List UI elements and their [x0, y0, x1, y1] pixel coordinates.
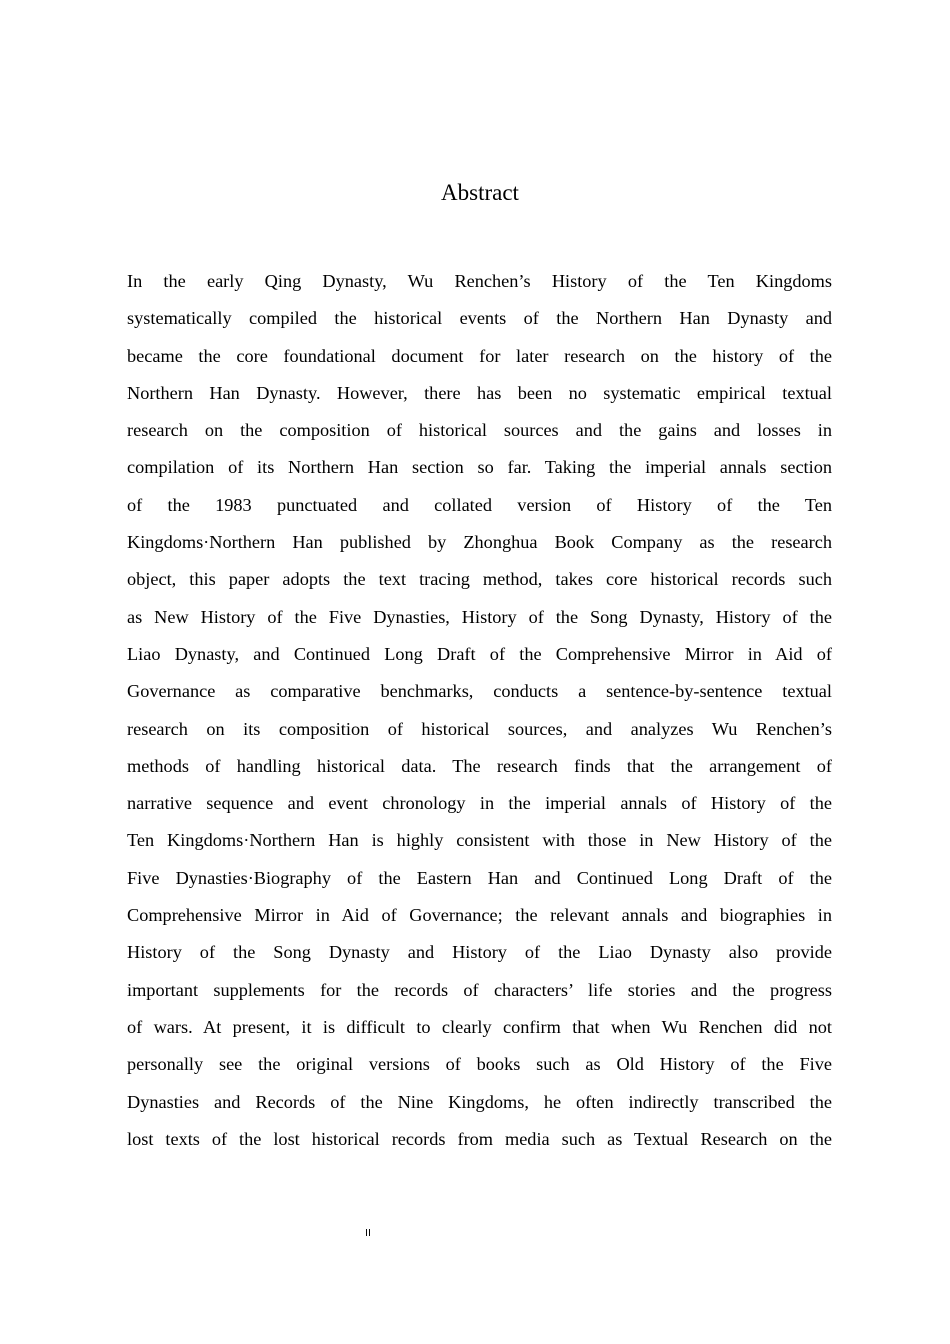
- body-line: personally see the original versions of books such as Old History of the Five: [127, 1054, 832, 1075]
- body-line: object, this paper adopts the text tracing method, takes core historical records such: [127, 569, 832, 590]
- abstract-title: Abstract: [441, 180, 519, 205]
- body-line: compilation of its Northern Han section so far. Taking the imperial annals section: [127, 457, 832, 478]
- body-line: Kingdoms·Northern Han published by Zhonghua Book Company as the research: [127, 532, 832, 553]
- abstract-body: [127, 263, 832, 1158]
- body-line: research on its composition of historical sources, and analyzes Wu Renchen’s: [127, 718, 832, 739]
- body-line: Dynasties and Records of the Nine Kingdoms, he often indirectly transcribed the: [127, 1091, 832, 1112]
- body-line: became the core foundational document for later research on the history of the: [127, 345, 832, 366]
- body-line: Governance as comparative benchmarks, conducts a sentence-by-sentence textual: [127, 681, 832, 702]
- body-line: Ten Kingdoms·Northern Han is highly consistent with those in New History of the: [127, 830, 832, 851]
- body-line: Five Dynasties·Biography of the Eastern Han and Continued Long Draft of the: [127, 867, 832, 888]
- body-line: narrative sequence and event chronology in the imperial annals of History of the: [127, 793, 832, 814]
- body-line: of the 1983 punctuated and collated version of History of the Ten: [127, 494, 832, 515]
- body-line: lost texts of the lost historical records from media such as Textual Research on the: [127, 1128, 832, 1149]
- body-line: important supplements for the records of characters’ life stories and the progress: [127, 979, 832, 1000]
- body-line: Liao Dynasty, and Continued Long Draft of the Comprehensive Mirror in Aid of: [127, 643, 832, 664]
- body-line: methods of handling historical data. The research finds that the arrangement of: [127, 755, 832, 776]
- body-line: Comprehensive Mirror in Aid of Governance; the relevant annals and biographies in: [127, 905, 832, 926]
- body-line: In the early Qing Dynasty, Wu Renchen’s History of the Ten Kingdoms: [127, 271, 832, 291]
- body-line: of wars. At present, it is difficult to clearly confirm that when Wu Renchen did not: [127, 1016, 832, 1037]
- body-line: as New History of the Five Dynasties, History of the Song Dynasty, History of the: [127, 606, 832, 627]
- body-line: History of the Song Dynasty and History of the Liao Dynasty also provide: [127, 942, 832, 963]
- body-line: research on the composition of historical sources and the gains and losses in: [127, 420, 832, 441]
- page-number: II: [365, 1228, 371, 1239]
- body-line: systematically compiled the historical events of the Northern Han Dynasty and: [127, 308, 832, 329]
- body-line: Northern Han Dynasty. However, there has been no systematic empirical textual: [127, 382, 832, 403]
